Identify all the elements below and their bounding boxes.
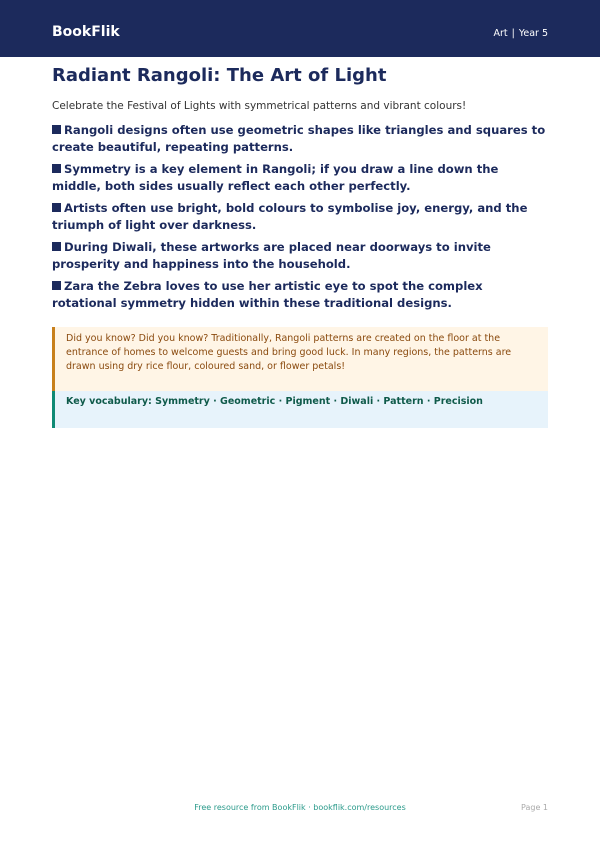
did-you-know-callout xyxy=(52,327,548,391)
key-point-text: Symmetry is a key element in Rangoli; if you draw a line down the middle, both sides usually reflect each other perfectly. xyxy=(52,162,499,193)
vocabulary-text: Key vocabulary: Symmetry · Geometric · Pigment · Diwali · Pattern · Precision xyxy=(66,396,483,407)
year-label: Year 5 xyxy=(518,28,548,39)
callout-text: Did you know? Did you know? Traditionally, Rangoli patterns are created on the floor at the entrance of homes to welcome guests and bring good luck. In many regions, the patterns are drawn using dry rice flour, coloured sand, or flower petals! xyxy=(66,333,512,372)
page-title: Radiant Rangoli: The Art of Light xyxy=(52,65,387,86)
key-point xyxy=(52,122,548,156)
brand-logo-text[interactable]: BookFlik xyxy=(52,24,120,40)
key-vocabulary-box xyxy=(52,391,548,428)
meta-separator: | xyxy=(511,28,515,39)
key-point xyxy=(52,161,548,195)
key-point-text: Artists often use bright, bold colours to symbolise joy, energy, and the triumph of light over darkness. xyxy=(52,201,528,232)
key-point xyxy=(52,200,548,234)
key-point-text: Zara the Zebra loves to use her artistic eye to spot the complex rotational symmetry hidden within these traditional designs. xyxy=(52,279,483,310)
footer-credit[interactable]: Free resource from BookFlik · bookflik.com/resources xyxy=(194,803,406,812)
square-bullet-icon xyxy=(52,242,61,251)
square-bullet-icon xyxy=(52,125,61,134)
intro-text: Celebrate the Festival of Lights with symmetrical patterns and vibrant colours! xyxy=(52,100,467,112)
key-point xyxy=(52,239,548,273)
key-point xyxy=(52,278,548,312)
square-bullet-icon xyxy=(52,164,61,173)
key-point-text: Rangoli designs often use geometric shapes like triangles and squares to create beautiful, repeating patterns. xyxy=(52,123,546,154)
page-number: Page 1 xyxy=(521,803,548,812)
key-points-list xyxy=(52,122,548,317)
square-bullet-icon xyxy=(52,203,61,212)
subject-label: Art xyxy=(493,28,508,39)
square-bullet-icon xyxy=(52,281,61,290)
page-header xyxy=(0,0,600,57)
subject-year-meta xyxy=(493,27,548,41)
key-point-text: During Diwali, these artworks are placed near doorways to invite prosperity and happiness into the household. xyxy=(52,240,491,271)
